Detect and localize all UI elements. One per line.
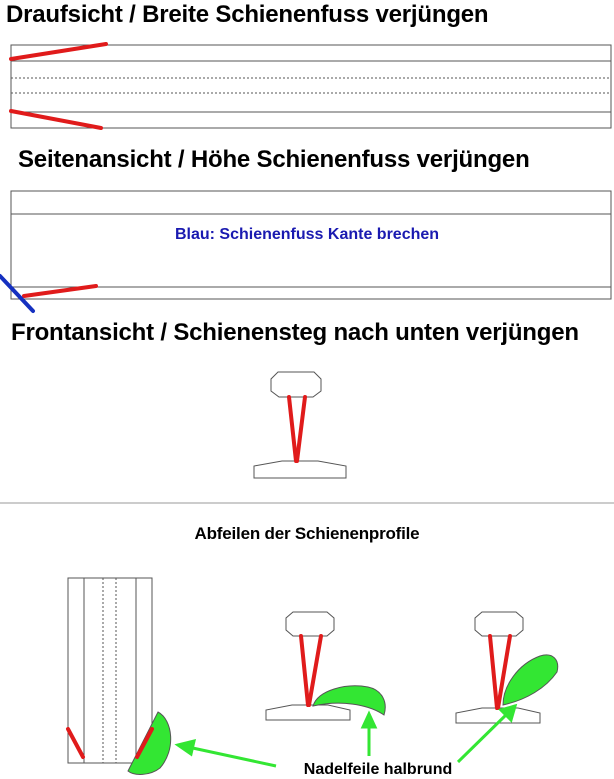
top-view-heading: Draufsicht / Breite Schienenfuss verjüngen — [6, 1, 489, 28]
top-view-outline — [11, 45, 611, 128]
filing-profile-middle-web-left — [301, 636, 308, 705]
front-view-web-left — [289, 397, 296, 461]
side-view-heading: Seitenansicht / Höhe Schienenfuss verjüngen — [18, 146, 530, 173]
top-view-cut-line-lower — [11, 111, 101, 128]
needle-file-right — [503, 655, 558, 705]
rail-foot — [266, 705, 350, 720]
needle-file-label: Nadelfeile halbrund — [303, 761, 453, 778]
rail-head — [475, 612, 523, 636]
top-view-rail — [11, 45, 611, 128]
filing-profile-middle-web-right — [309, 636, 321, 705]
rail-head — [286, 612, 334, 636]
front-view-heading: Frontansicht / Schienensteg nach unten verjüngen — [11, 319, 579, 346]
filing-section-heading: Abfeilen der Schienenprofile — [194, 524, 420, 543]
filing-profile-right-web-left — [490, 636, 497, 708]
side-view-rail — [11, 191, 611, 299]
front-view-web-right — [297, 397, 305, 461]
rail-foot — [254, 461, 346, 478]
rail-head — [271, 372, 321, 397]
top-view-cut-line-upper — [11, 44, 106, 59]
arrow-head — [363, 714, 375, 727]
filing-rail-outline — [68, 578, 152, 763]
blue-note: Blau: Schienenfuss Kante brechen — [174, 226, 440, 243]
filing-rail-topview — [68, 578, 152, 763]
arrow-head — [178, 741, 194, 754]
side-view-outline — [11, 191, 611, 299]
arrow-to-left-file — [188, 747, 276, 766]
